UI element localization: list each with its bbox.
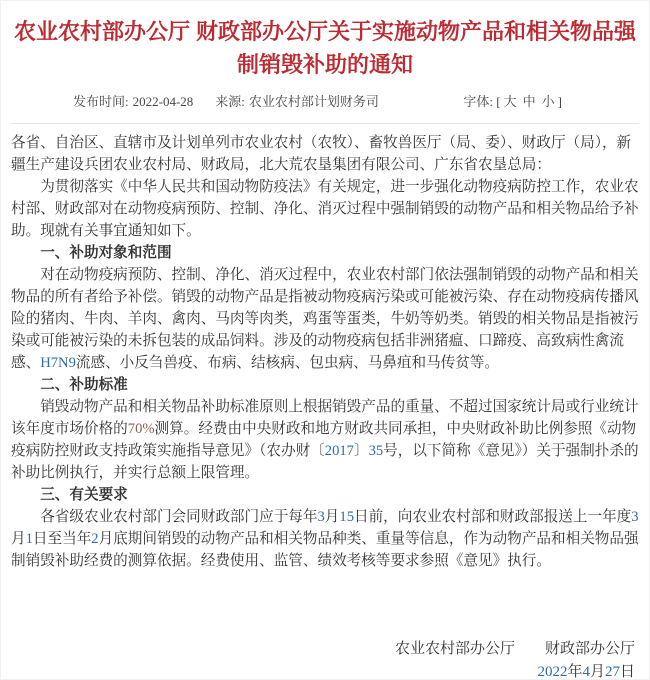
font-size-medium[interactable]: 中 [522, 94, 536, 109]
meta-left [73, 94, 383, 110]
source-value: 农业农村部计划财务司 [248, 94, 379, 109]
signature-block [1, 638, 649, 680]
text-segment: 销毁动物产品和相关物品补助标准原则上根据销毁产品的重量、不超过国家统计局或行业统计该年度市场价格的 [11, 399, 639, 437]
inline-number: 70% [127, 421, 155, 437]
inline-number: H7N9 [40, 355, 76, 371]
paragraph [11, 132, 639, 176]
publish-time-label: 发布时间: [73, 94, 129, 109]
article-body [1, 124, 649, 572]
paragraph [11, 396, 639, 484]
font-size-small[interactable]: 小 [541, 94, 555, 109]
signature-issuers: 农业农村部办公厅 财政部办公厅 [394, 641, 635, 657]
font-size-large[interactable]: 大 [503, 94, 517, 109]
text-segment: 测算。经费由中央财政和地方财政共同承担，中央财政补助比例参照《动物疫病防控财政支持政策实施指导意见》（农办财〔 [11, 421, 637, 459]
paragraph [11, 264, 639, 374]
text-segment: 三、有关要求 [40, 487, 128, 503]
inline-number: 1 [25, 531, 33, 547]
source-label: 来源: [215, 94, 245, 109]
text-segment: 月 [11, 531, 26, 547]
inline-number: 2022 [537, 664, 568, 680]
inline-number: 35 [368, 443, 384, 459]
bracket-close: ] [557, 94, 562, 109]
inline-number: 3 [631, 509, 639, 525]
paragraph [11, 176, 639, 242]
text-segment: 月 [589, 664, 605, 680]
inline-number: 4 [582, 664, 590, 680]
text-segment: 各省级农业农村部门会同财政部门应于每年 [40, 509, 318, 525]
text-segment: 月底期间销毁的动物产品和相关物品种类、重量等信息，作为动物产品和相关物品强制销毁补助经费的测算依据。经费使用、监管、绩效考核等要求参照《意见》执行。 [11, 531, 639, 569]
text-segment: 二、补助标准 [40, 377, 128, 393]
section-heading [11, 374, 639, 396]
text-segment: 流感、小反刍兽疫、布病、结核病、包虫病、马鼻疽和马传贫等。 [75, 355, 500, 371]
text-segment: 一、补助对象和范围 [40, 245, 172, 261]
publish-time-value: 2022-04-28 [132, 94, 194, 109]
inline-number: 2017 [324, 443, 354, 459]
inline-number: 2 [91, 531, 99, 547]
text-segment: 年 [567, 664, 583, 680]
text-segment: 为贯彻落实《中华人民共和国动物防疫法》有关规定，进一步强化动物疫病防控工作，农业农村部、财政部对在动物疫病预防、控制、净化、消灭过程中强制销毁的动物产品和相关物品给予补助。现就有关事宜通知如下。 [11, 179, 639, 239]
section-heading [11, 484, 639, 506]
text-segment: 号，以下简称《意见》）关于强制扑杀的补助比例执行，并实行总额上限管理。 [11, 443, 639, 481]
text-segment: 月 [324, 509, 340, 525]
page-title: 农业农村部办公厅 财政部办公厅关于实施动物产品和相关物品强制销毁补助的通知 [13, 19, 637, 77]
text-segment: 日前，向农业农村部和财政部报送上一年度 [353, 509, 632, 525]
text-segment: 日 [619, 664, 635, 680]
signature-date [1, 661, 635, 680]
paragraph [11, 506, 639, 572]
text-segment: 对在动物疫病预防、控制、净化、消灭过程中，农业农村部门依法强制销毁的动物产品和相关物品的所有者给予补偿。销毁的动物产品是指被动物疫病污染或可能被污染、存在动物疫病传播风险的猪肉、牛肉、羊肉、禽肉、马肉等肉类，鸡蛋等蛋类，牛奶等奶类。销毁的相关物品是指被污染或可能被污染的未拆包装的成品饲料。涉及的动物疫病包括非洲猪瘟、口蹄疫、高致病性禽流感、 [11, 267, 639, 371]
font-size-label: 字体: [463, 94, 494, 109]
font-size-control [463, 94, 562, 110]
inline-number: 15 [339, 509, 354, 525]
bracket-open: [ [496, 94, 501, 109]
meta-bar [1, 94, 649, 110]
inline-number: 3 [317, 509, 325, 525]
text-segment: 〕 [353, 443, 369, 459]
section-heading [11, 242, 639, 264]
inline-number: 27 [604, 664, 620, 680]
text-segment: 日至当年 [32, 531, 92, 547]
text-segment: 各省、自治区、直辖市及计划单列市农业农村（农牧）、畜牧兽医厅（局、委）、财政厅（局），新疆生产建设兵团农业农村局、财政局，北大荒农垦集团有限公司、广东省农垦总局： [11, 135, 632, 173]
